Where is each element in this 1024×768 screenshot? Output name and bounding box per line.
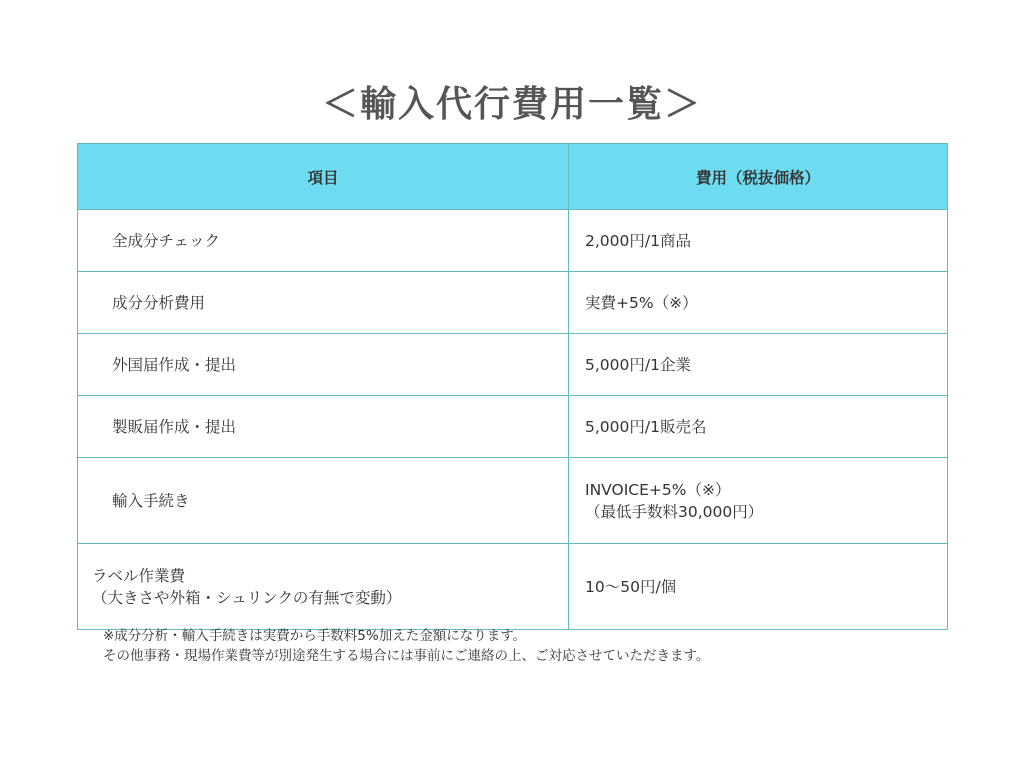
fee-table [77,143,948,630]
header-item: 項目 [78,144,569,210]
fee-cell [569,544,948,630]
item-cell [78,544,569,630]
fee-text: 実費+5%（※） [585,293,698,312]
item-text: 外国届作成・提出 [112,355,237,374]
item-cell [78,210,569,272]
item-text: 製販届作成・提出 [112,417,237,436]
item-cell [78,458,569,544]
footnote: ※成分分析・輸入手続きは実費から手数料5%加えた金額になります。 [103,628,527,644]
item-cell [78,272,569,334]
item-cell [78,334,569,396]
table-row [78,334,948,396]
fee-cell [569,210,948,272]
fee-cell [569,396,948,458]
table-header-row [78,144,948,210]
fee-text: 5,000円/1販売名 [585,417,707,436]
fee-text: 5,000円/1企業 [585,355,691,374]
table-row [78,396,948,458]
table-row [78,458,948,544]
fee-text: INVOICE+5%（※） [585,480,731,499]
item-text: ラベル作業費 [92,566,186,585]
fee-text: 2,000円/1商品 [585,231,691,250]
item-cell [78,396,569,458]
item-subtext: （大きさや外箱・シュリンクの有無で変動） [92,588,402,607]
page-title: ＜輸入代行費用一覧＞ [321,84,702,125]
fee-cell [569,458,948,544]
item-text: 輸入手続き [112,491,190,510]
item-text: 成分分析費用 [112,293,206,312]
table-row [78,272,948,334]
footnote: その他事務・現場作業費等が別途発生する場合には事前にご連絡の上、ご対応させていただきます。 [103,648,710,664]
table-row [78,544,948,630]
fee-subtext: （最低手数料30,000円） [585,502,764,521]
fee-cell [569,334,948,396]
table-row [78,210,948,272]
header-fee: 費用（税抜価格） [569,144,948,210]
footnotes [103,626,709,666]
fee-text: 10〜50円/個 [585,577,677,596]
fee-cell [569,272,948,334]
item-text: 全成分チェック [112,231,221,250]
